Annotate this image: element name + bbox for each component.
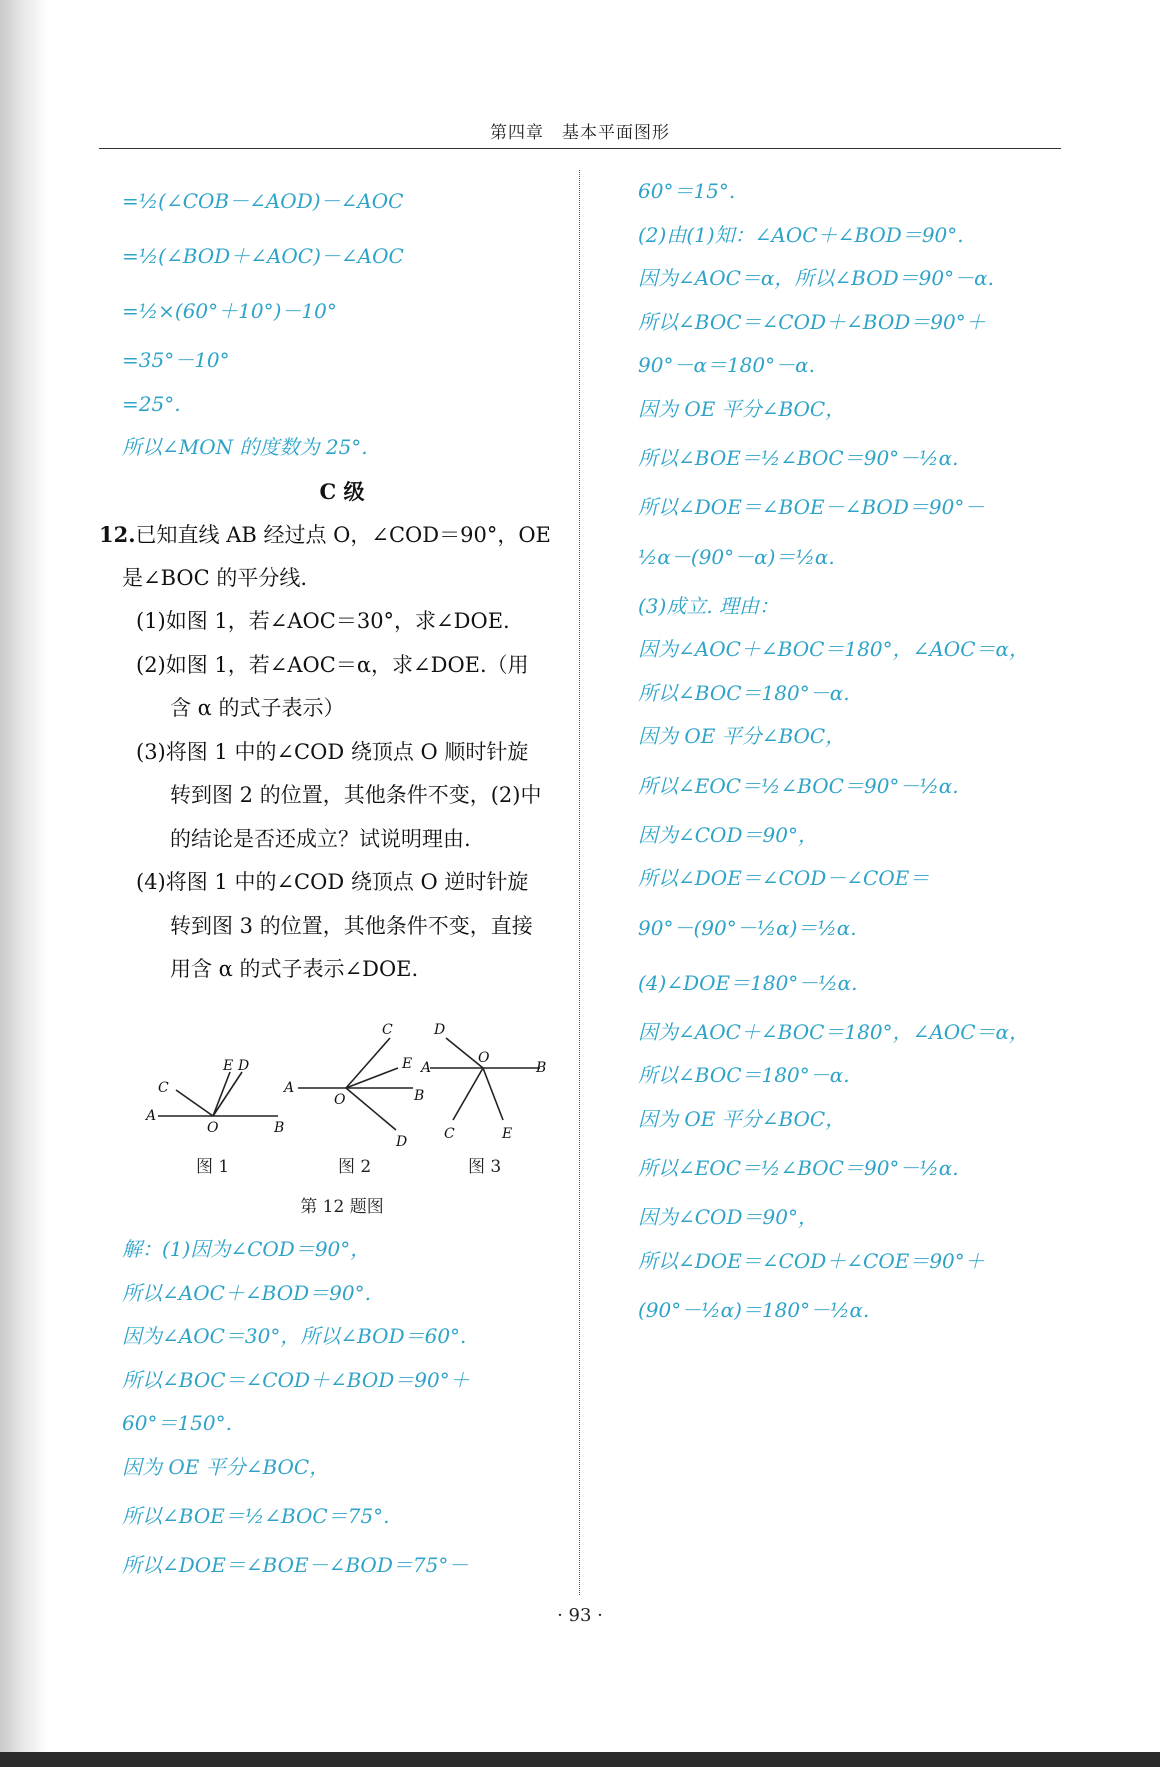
line-text: (3)成立. 理由： — [638, 593, 780, 618]
left-column-line — [122, 948, 562, 992]
line-text: 含 α 的式子表示） — [170, 696, 345, 720]
line-text: 因为 OE 平分∠BOC， — [638, 396, 846, 421]
line-text: 60°＝15°. — [638, 179, 736, 203]
figure-caption: 第 12 题图 — [300, 1197, 384, 1217]
line-text: 的结论是否还成立？试说明理由. — [170, 826, 471, 851]
fig1-label-A: A — [146, 1108, 157, 1124]
fig1-label-D: D — [238, 1058, 250, 1074]
right-column-line — [638, 1098, 1068, 1142]
line-text: (90°－½α)＝180°－½α. — [638, 1298, 870, 1322]
left-solution-line — [122, 1272, 562, 1316]
fig3-label-E: E — [502, 1126, 513, 1142]
right-column-line — [638, 956, 1068, 1011]
line-text: 所以∠BOC＝∠COD＋∠BOD＝90°＋ — [122, 1367, 470, 1392]
line-text: (2)如图 1，若∠AOC＝α，求∠DOE.（用 — [136, 652, 529, 677]
left-column-line — [122, 229, 562, 284]
fig3-caption: 图 3 — [468, 1157, 502, 1177]
fig1-label-B: B — [274, 1120, 285, 1136]
fig3-label-B: B — [536, 1060, 547, 1076]
fig1-label-E: E — [223, 1058, 234, 1074]
right-column-line — [638, 585, 1068, 629]
line-text: 因为∠COD＝90°， — [638, 822, 818, 847]
column-divider — [579, 170, 580, 1595]
right-column-line — [638, 715, 1068, 759]
line-text: 因为∠AOC＝30°，所以∠BOD＝60°. — [122, 1324, 467, 1348]
line-text: 所以∠MON 的度数为 25°. — [122, 435, 368, 459]
left-column-line — [99, 513, 562, 557]
line-text: 因为∠AOC＝α，所以∠BOD＝90°－α. — [638, 266, 994, 290]
bottom-edge — [0, 1752, 1160, 1767]
line-text: 所以∠BOC＝180°－α. — [638, 680, 850, 705]
header-rule — [99, 148, 1061, 149]
scan-shadow — [0, 0, 48, 1767]
right-column-line — [638, 901, 1068, 956]
figure-1 — [158, 1072, 278, 1116]
figures-12 — [138, 1020, 558, 1177]
left-column-line — [122, 470, 562, 514]
line-text: 所以∠DOE＝∠BOE－∠BOD＝90°－ — [638, 495, 985, 519]
right-column-line — [638, 672, 1068, 716]
left-solution-line — [122, 1446, 562, 1490]
right-column-line — [638, 759, 1068, 814]
question-number: 12. — [99, 522, 136, 547]
page-number: · 93 · — [557, 1605, 603, 1626]
line-text: 60°＝150°. — [122, 1411, 232, 1435]
right-column-line — [638, 1240, 1068, 1284]
line-text: 所以∠DOE＝∠COD－∠COE＝ — [638, 866, 930, 890]
line-text: C 级 — [319, 478, 365, 504]
left-solution-line — [122, 1228, 562, 1272]
line-text: =½×(60°＋10°)－10° — [122, 299, 337, 323]
line-text: (3)将图 1 中的∠COD 绕顶点 O 顺时针旋 — [136, 739, 529, 764]
left-text-lines — [99, 174, 562, 992]
right-column-line — [638, 530, 1068, 585]
line-text: (2)由(1)知：∠AOC＋∠BOD＝90°. — [638, 222, 964, 247]
fig1-caption: 图 1 — [196, 1157, 230, 1177]
left-solution-line — [122, 1359, 562, 1403]
line-text: ½α－(90°－α)＝½α. — [638, 544, 835, 569]
right-column-line — [638, 214, 1068, 258]
fig2-label-B: B — [414, 1088, 425, 1104]
fig3-label-C: C — [444, 1126, 455, 1142]
line-text: 所以∠BOC＝180°－α. — [638, 1063, 850, 1087]
line-text: 已知直线 AB 经过点 O，∠COD＝90°，OE — [135, 523, 551, 547]
figures-svg — [138, 1020, 558, 1170]
right-column-line — [638, 388, 1068, 432]
fig1-label-C: C — [158, 1080, 169, 1096]
line-text: 因为∠AOC＋∠BOC＝180°，∠AOC＝α， — [638, 1019, 1030, 1044]
left-column-line — [122, 731, 562, 775]
left-column-line — [122, 644, 562, 688]
line-text: 所以∠EOC＝½∠BOC＝90°－½α. — [638, 1156, 959, 1180]
line-text: 转到图 2 的位置，其他条件不变，(2)中 — [170, 783, 542, 807]
left-solution-line — [122, 1489, 562, 1544]
left-column-line — [122, 339, 562, 383]
left-column-line — [122, 383, 562, 427]
line-text: 是∠BOC 的平分线. — [122, 565, 308, 590]
line-text: 解：(1)因为∠COD＝90°， — [122, 1237, 371, 1261]
left-column-line — [122, 426, 562, 470]
line-text: 90°－α＝180°－α. — [638, 353, 815, 377]
left-column-line — [122, 284, 562, 339]
line-text: 所以∠BOE＝½∠BOC＝75°. — [122, 1504, 390, 1528]
right-column-line — [638, 431, 1068, 486]
figure-2 — [298, 1038, 413, 1130]
left-column — [99, 174, 562, 992]
fig2-label-D: D — [396, 1134, 408, 1150]
line-text: 所以∠BOC＝∠COD＋∠BOD＝90°＋ — [638, 309, 986, 334]
left-column-line — [122, 774, 562, 818]
right-column-line — [638, 1054, 1068, 1098]
fig3-label-O: O — [478, 1050, 490, 1066]
line-text: =½(∠COB－∠AOD)－∠AOC — [122, 189, 404, 213]
line-text: 所以∠BOE＝½∠BOC＝90°－½α. — [638, 446, 959, 470]
line-text: 90°－(90°－½α)＝½α. — [638, 915, 857, 940]
fig1-label-O: O — [207, 1120, 219, 1136]
fig2-label-A: A — [284, 1080, 295, 1096]
right-column-line — [638, 1011, 1068, 1055]
right-column-line — [638, 1141, 1068, 1196]
right-column — [638, 170, 1068, 1338]
right-text-lines — [638, 170, 1068, 1338]
chapter-header: 第四章 基本平面图形 — [490, 123, 670, 143]
fig2-label-E: E — [402, 1056, 413, 1072]
left-column-line — [122, 174, 562, 229]
left-column-line — [122, 905, 562, 949]
right-column-line — [638, 1283, 1068, 1338]
line-text: =½(∠BOD＋∠AOC)－∠AOC — [122, 244, 404, 268]
right-column-line — [638, 1196, 1068, 1240]
left-solution-line — [122, 1544, 562, 1588]
left-solution-lines — [122, 1228, 562, 1588]
fig2-label-C: C — [382, 1022, 393, 1038]
line-text: (4)∠DOE＝180°－½α. — [638, 970, 858, 995]
line-text: (1)如图 1，若∠AOC＝30°，求∠DOE. — [136, 609, 510, 633]
line-text: 所以∠DOE＝∠BOE－∠BOD＝75°－ — [122, 1553, 469, 1577]
right-column-line — [638, 628, 1068, 672]
left-solution-line — [122, 1315, 562, 1359]
fig3-label-A: A — [421, 1060, 432, 1076]
line-text: 用含 α 的式子表示∠DOE. — [170, 957, 419, 981]
left-solution-line — [122, 1402, 562, 1446]
line-text: 因为∠AOC＋∠BOC＝180°，∠AOC＝α， — [638, 637, 1030, 661]
right-column-line — [638, 170, 1068, 214]
left-column-line — [122, 687, 562, 731]
right-column-line — [638, 301, 1068, 345]
right-column-line — [638, 257, 1068, 301]
line-text: 因为 OE 平分∠BOC， — [638, 1106, 846, 1131]
line-text: 所以∠AOC＋∠BOD＝90°. — [122, 1280, 371, 1305]
line-text: 所以∠DOE＝∠COD＋∠COE＝90°＋ — [638, 1248, 985, 1273]
line-text: (4)将图 1 中的∠COD 绕顶点 O 逆时针旋 — [136, 870, 529, 894]
left-column-line — [122, 600, 562, 644]
fig2-label-O: O — [334, 1092, 346, 1108]
fig2-caption: 图 2 — [338, 1157, 372, 1177]
line-text: =35°－10° — [122, 348, 230, 372]
left-column-line — [122, 557, 562, 601]
right-column-line — [638, 486, 1068, 530]
right-column-line — [638, 344, 1068, 388]
left-column-line — [122, 818, 562, 862]
line-text: 因为 OE 平分∠BOC， — [122, 1454, 330, 1479]
left-solution — [122, 1228, 562, 1588]
fig3-label-D: D — [434, 1022, 446, 1038]
right-column-line — [638, 857, 1068, 901]
line-text: 所以∠EOC＝½∠BOC＝90°－½α. — [638, 773, 959, 798]
line-text: 因为∠COD＝90°， — [638, 1205, 818, 1229]
left-column-line — [122, 861, 562, 905]
line-text: 转到图 3 的位置，其他条件不变，直接 — [170, 913, 533, 938]
line-text: 因为 OE 平分∠BOC， — [638, 724, 846, 748]
right-column-line — [638, 814, 1068, 858]
line-text: =25°. — [122, 391, 181, 416]
